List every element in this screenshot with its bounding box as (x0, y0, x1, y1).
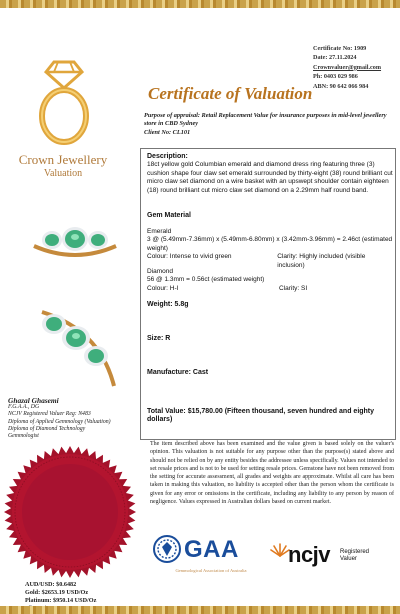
weight-field: Weight: 5.8g (147, 301, 189, 308)
diamond-colour: Colour: H-I (147, 284, 179, 292)
gaa-wordmark: GAA (184, 536, 239, 563)
diamond-label: Diamond (147, 268, 174, 275)
purpose-section (144, 112, 394, 137)
valuer-credential-2: NCJV Registered Valuer Reg: N483 (8, 411, 91, 418)
diamond-weight: 56 @ 1.3mm = 0.56ct (estimated weight) (147, 276, 265, 284)
gaa-emblem-icon (152, 534, 182, 564)
ncjv-registered-label: Registered (340, 549, 370, 555)
gaa-logo (150, 534, 270, 592)
gem-material-heading: Gem Material (147, 212, 191, 219)
ring-photo-angle-icon (30, 300, 120, 392)
certificate-date: Date: 27.11.2024 (313, 54, 357, 62)
size-field: Size: R (147, 335, 171, 342)
gaa-full-name: Gemmological Association of Australia (175, 568, 247, 573)
valuer-credential-1: F.G.A.A., DG (8, 404, 40, 411)
ncjv-burst-icon (270, 538, 290, 558)
emerald-label: Emerald (147, 228, 172, 235)
certificate-title: Certificate of Valuation (148, 84, 313, 103)
ring-photo-front-icon (30, 210, 120, 270)
emerald-weight: 3 @ (5.49mm-7.36mm) x (5.49mm-6.80mm) x (3.42mm-3.96mm) = 2.46ct (estimated weight) (147, 236, 393, 252)
gold-border-bottom (0, 606, 400, 614)
abn-number: ABN: 90 642 066 984 (313, 82, 369, 90)
diamond-clarity: Clarity: SI (279, 284, 308, 292)
purpose-text: Purpose of appraisal: Retail Replacement Value for insurance purposes in mid-level jewellery store in CBD Sydney (144, 112, 387, 128)
client-number: Client No: CL101 (144, 128, 191, 136)
platinum-price: Platinum: $950.14 USD/Oz (25, 597, 97, 604)
brand-subtitle: Valuation (43, 168, 83, 179)
brand-name: Crown Jewellery (18, 152, 108, 167)
emerald-clarity: Clarity: Highly included (visible inclusion) (277, 253, 366, 269)
valuer-name: Ghazal Ghasemi (8, 396, 59, 405)
red-seal-icon (2, 444, 138, 580)
description-heading: Description: (147, 153, 188, 160)
description-text: 18ct yellow gold Columbian emerald and diamond dress ring featuring three (3) cushion shape four claw set emerald surrounded by thirty-eight (38) round brilliant cut micro claw set diamond on a wire basket with an upswept shoulder contain eighteen (18) round brilliant cut micro claw set diamond on a 2.29mm half round band. (147, 161, 393, 194)
emerald-block (147, 228, 393, 270)
diamond-grade-row (147, 285, 393, 293)
emerald-colour: Colour: Intense to vivid green (147, 253, 232, 261)
valuer-credentials (8, 397, 143, 440)
diamond-block (147, 268, 393, 293)
phone-number: Ph: 0403 029 986 (313, 73, 358, 81)
gold-price: Gold: $2653.19 USD/Oz (25, 589, 89, 596)
gold-border-top (0, 0, 400, 8)
ncjv-registered-valuer (340, 549, 369, 563)
email-link[interactable]: Crownvaluer@gmail.com (313, 63, 382, 71)
total-value-field: Total Value: $15,780.00 (Fifteen thousand, seven hundred and eighty dollars) (147, 408, 375, 424)
crown-ring-logo-icon (24, 58, 104, 148)
valuer-credential-4: Diploma of Diamond Technology (8, 425, 86, 432)
disclaimer-text: The item described above has been examined and the value given is based solely on the valuer's opinion. This valuation is not suitable for any purpose other than the purpose(s) stated above and should not be relied on by any entity besides the addressee unless specifically. Values not intended to set resale prices and is not to be used for setting resale prices. Gemstone have not been removed from the setting for accurate assessment, all grades and weights are approximate. Whilst all care has been taken in making this valuation, no liability is accepted other than the person whom the certificate is given for any error or omissions in the certificate, including any liability to any person by reason of negligence. Values expressed in Australian dollars based on current market. (150, 441, 394, 506)
aud-usd-rate: AUD/USD: $0.6482 (25, 581, 77, 588)
manufacture-field: Manufacture: Cast (147, 369, 209, 376)
item-details-box (140, 148, 396, 440)
ncjv-valuer-label: Valuer (340, 556, 357, 562)
valuer-credential-3: Diploma of Applied Gemmology (Valuation) (8, 418, 111, 425)
ncjv-logo (270, 536, 395, 576)
certificate-number: Certificate No: 1909 (313, 45, 367, 52)
valuer-credential-5: Gemmologist (8, 433, 39, 440)
ncjv-wordmark: ncjv (288, 542, 331, 567)
description-block (147, 153, 393, 195)
